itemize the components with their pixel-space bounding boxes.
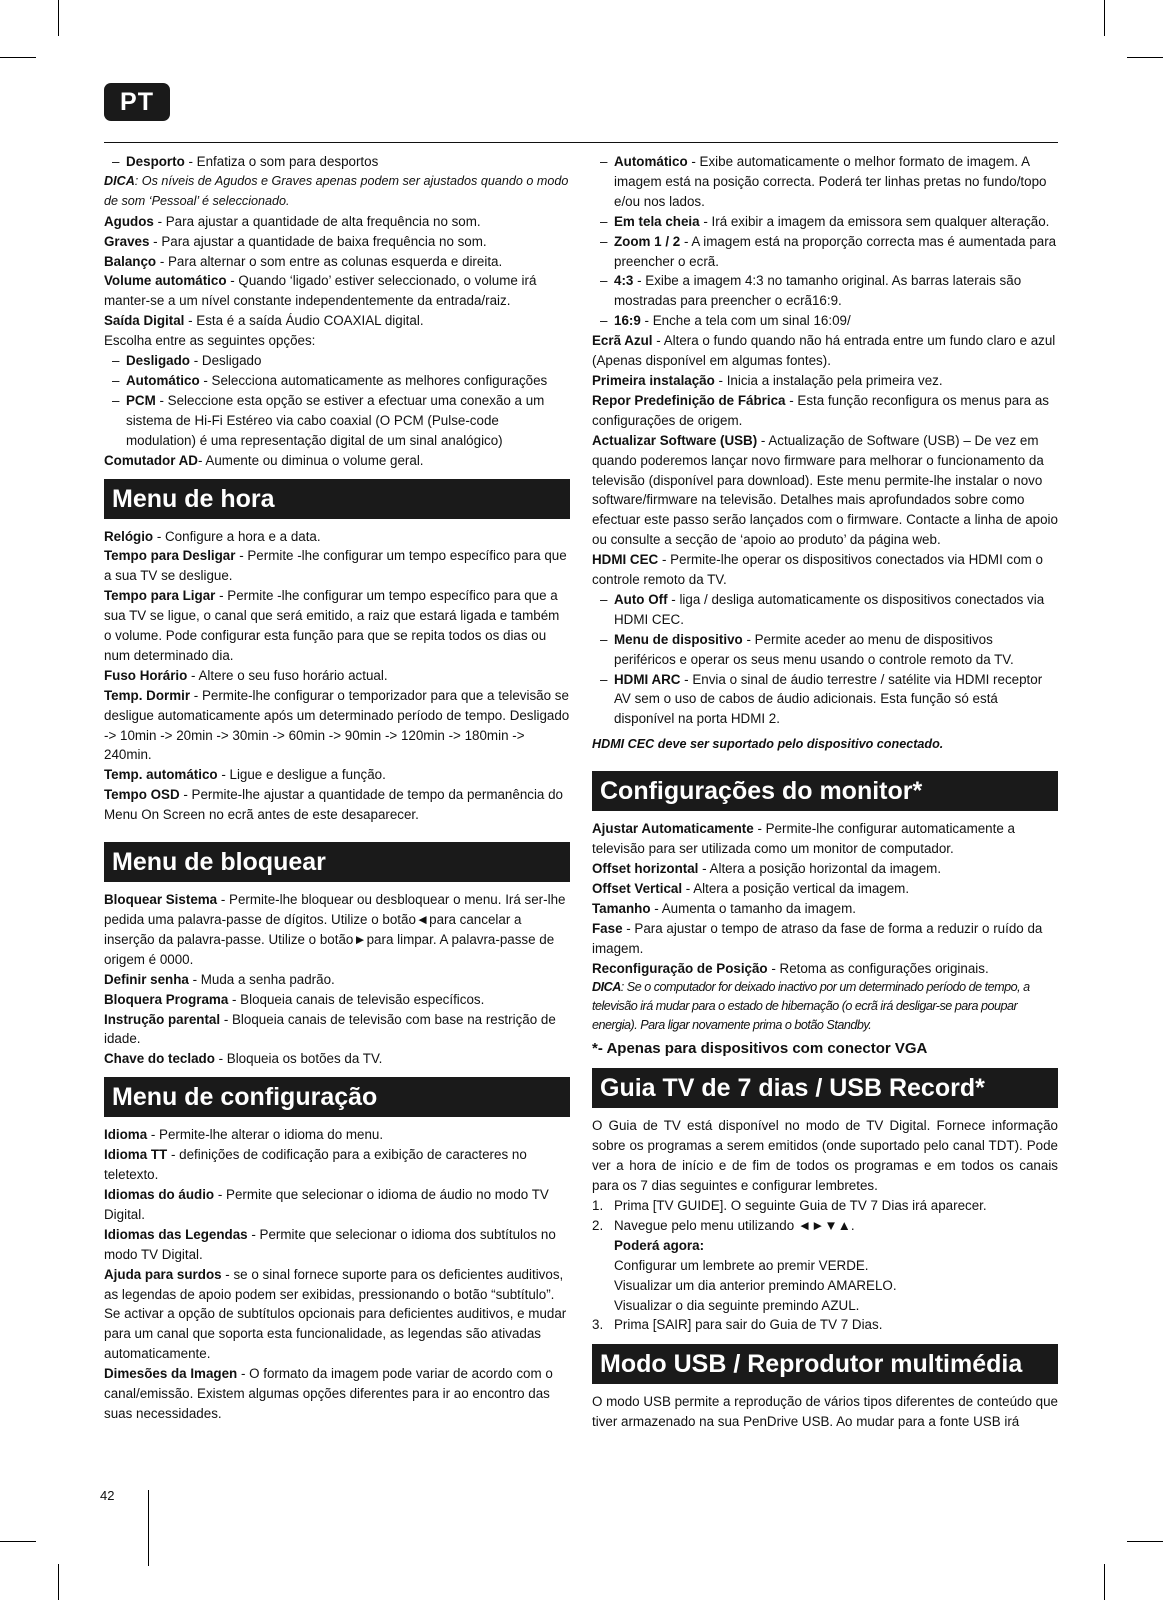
menu-item-description [592,590,1058,630]
menu-item-label: Idiomas das Legendas [104,1226,248,1242]
menu-item-description [104,686,570,766]
menu-item-text: - Permite-lhe configurar o temporizador para que a televisão se desligue automaticamente após um determinado período de tempo. Desligado -> 10min -> 20min -> 30min -> 60min -> 90min -> 120min -> 180min -> 240min. [104,687,570,763]
step-number: 2. [592,1217,604,1233]
menu-item-label: HDMI ARC [614,671,681,687]
menu-item-description [104,890,570,970]
menu-item-label: Definir senha [104,971,189,987]
menu-item-label: DICA [592,980,621,995]
menu-item-description [592,630,1058,670]
menu-item-description [104,546,570,586]
menu-item-description [592,271,1058,311]
menu-item-description [592,212,1058,232]
menu-item-description [104,451,570,471]
menu-item-text: - Aumente ou diminua o volume geral. [197,452,424,468]
menu-item-label: 4:3 [614,273,634,289]
header-rule [104,142,1058,143]
menu-item-description [104,232,570,252]
menu-item-text: - Para ajustar a quantidade de alta frequência no som. [153,213,481,229]
menu-item-text: : Os níveis de Agudos e Graves apenas podem ser ajustados quando o modo de som ‘Pessoal’ é seleccionado. [104,173,569,208]
menu-item-label: Fuso Horário [104,667,188,683]
hdmi-cec-note: HDMI CEC deve ser suportado pelo dispositivo conectado. [592,737,944,752]
monitor-settings-block [592,819,1058,1035]
guia-intro: O Guia de TV está disponível no modo de TV Digital. Fornece informação sobre os programas a serem emitidos (onde suportado pelo canal TDT). Pode ver a hora de início e de fim de todos os programas e em todos os canais para os 7 dias seguintes e configurar lembretes. [592,1118,1058,1194]
tip-text [592,978,1058,1035]
guide-step [592,1196,1058,1216]
menu-item-text: - Permite -lhe configurar um tempo específico para que a sua TV se ligue, o canal que será emitido, a raiz que estará ligada e também o volume. Pode configurar esta função para que se repita todos os dias ou num determinado dia. [104,588,560,663]
menu-item-text: - Seleccione esta opção se estiver a efectuar uma conexão a um sistema de Hi-Fi Estéreo via cabo coaxial (O PCM (Pulse-code modulation) é uma representação digital de um sinal analógico) [126,392,545,448]
menu-item-text: - Enche a tela com um sinal 16:09/ [640,313,851,329]
menu-item-text: - Exibe a imagem 4:3 no tamanho original. As barras laterais são mostradas para preencher o ecrã16:9. [614,273,1022,309]
menu-item-description [104,970,570,990]
menu-item-label: Idiomas do áudio [104,1186,215,1202]
menu-item-description [104,1225,570,1265]
menu-item-label: Offset horizontal [592,861,699,876]
menu-item-description [104,1364,570,1424]
menu-item-label: Graves [104,233,150,249]
menu-item-label: HDMI CEC [592,552,659,568]
step-text: Configurar um lembrete ao premir VERDE. [614,1257,869,1273]
menu-item-label: PCM [126,392,156,408]
crop-mark [58,0,59,36]
menu-item-label: Temp. Dormir [104,687,191,703]
menu-item-description [104,371,570,391]
menu-item-description [592,670,1058,730]
menu-item-text: - Configure a hora e a data. [153,528,321,544]
menu-item-description [592,371,1058,391]
menu-item-description [104,212,570,232]
menu-item-description [104,1185,570,1225]
menu-item-description [104,152,570,172]
menu-item-description [104,1125,570,1145]
menu-item-text: - Permite-lhe operar os dispositivos conectados via HDMI com o controle remoto da TV. [592,552,1043,588]
menu-item-label: Offset Vertical [592,880,683,896]
menu-item-text: - definições de codificação para a exibição de caracteres no teletexto. [104,1147,527,1183]
step-number: 1. [592,1197,604,1213]
menu-item-description [104,785,570,825]
menu-item-label: Bloquear Sistema [104,892,218,908]
menu-item-label: Desligado [126,353,190,369]
menu-item-description [592,232,1058,272]
menu-item-label: Tempo para Ligar [104,588,216,604]
menu-item-label: Dimesões da Imagen [104,1366,238,1382]
menu-item-text: - Bloqueia os botões da TV. [214,1051,383,1067]
step-text: Prima [SAIR] para sair do Guia de TV 7 Dias. [614,1317,883,1333]
menu-item-text: - se o sinal fornece suporte para os deficientes auditivos, as legendas de apoio podem ser exibidas, pressionando o botão “subtítulo”. Se activar a opção de subtítulos opcionais para deficientes auditivos, e mudar para um canal que soporta esta funcionalidade, as legendas são ativadas automaticamente. [104,1266,567,1362]
menu-item-text: - Inicia a instalação pela primeira vez. [714,372,943,388]
menu-item-text: - Irá exibir a imagem da emissora sem qualquer alteração. [699,213,1050,229]
time-menu-block [104,527,570,826]
menu-item-label: Chave do teclado [104,1051,215,1067]
menu-item-label: Ajustar Automaticamente [592,821,754,837]
menu-item-text: - Permite-lhe alterar o idioma do menu. [147,1127,384,1143]
menu-item-label: Idioma [104,1127,148,1143]
crop-mark [1104,1564,1105,1600]
menu-item-description [592,859,1058,879]
menu-item-description [104,351,570,371]
menu-item-label: Tamanho [592,900,651,916]
menu-item-text: : Se o computador for deixado inactivo por um determinado período de tempo, a televisão irá mudar para o estado de hibernação (o ecrã irá desligar-se para poupar energia). Para ligar novamente prima o botão Standby. [592,980,1030,1033]
menu-item-text: - A imagem está na proporção correcta mas é aumentada para preencher o ecrã. [614,233,1057,269]
menu-item-text: - Ligue e desligue a função. [217,767,386,783]
crop-mark [1104,0,1105,36]
menu-item-text: - Actualização de Software (USB) – De vez em quando poderemos lançar novo firmware para melhorar o funcionamento da televisão (disponível para download). Este menu permite-lhe instalar o novo software/firmware na televisão. Detalhes mais aprofundados sobre como efectuar este passo serão lançados com o firmware. Contacte a linha de apoio ou consulte a secção de ‘apoio ao produto’ da página web. [592,432,1058,548]
menu-item-label: Fase [592,920,623,936]
step-text: Poderá agora: [614,1237,705,1253]
language-badge: PT [104,83,170,121]
step-text: Navegue pelo menu utilizando ◄►▼▲. [614,1217,855,1233]
menu-item-text: Escolha entre as seguintes opções: [104,333,316,349]
menu-item-description [104,331,570,351]
crop-mark [0,1541,36,1542]
step-text: Visualizar um dia anterior premindo AMARELO. [614,1277,897,1293]
menu-item-text: - O formato da imagem pode variar de acordo com o canal/emissão. Existem algumas opções diferentes para ir ao encontro das suas necessidades. [104,1366,553,1421]
menu-item-description [104,1049,570,1069]
menu-item-label: Comutador AD [104,452,198,468]
lock-menu-block [104,890,570,1069]
menu-item-description [592,311,1058,331]
menu-item-description [592,919,1058,959]
guide-step [592,1256,1058,1276]
page-number: 42 [100,1488,115,1503]
menu-item-description [104,586,570,666]
section-heading-modo-usb: Modo USB / Reprodutor multimédia [592,1344,1058,1384]
crop-mark [58,1564,59,1600]
menu-item-description [104,311,570,331]
setup-menu-block [104,1125,570,1424]
menu-item-label: Tempo OSD [104,787,180,803]
section-heading-menu-de-hora: Menu de hora [104,479,570,519]
menu-item-text: - Altera a posição vertical da imagem. [682,880,910,896]
usb-intro: O modo USB permite a reprodução de vários tipos diferentes de conteúdo que tiver armazenado na sua PenDrive USB. Ao mudar para a fonte USB irá [592,1394,1058,1430]
menu-item-label: Auto Off [614,591,668,607]
section-heading-configuracoes-monitor: Configurações do monitor* [592,771,1058,811]
menu-item-label: Idioma TT [104,1147,168,1163]
menu-item-text: - Enfatiza o som para desportos [184,154,379,169]
menu-item-label: Automático [126,372,200,388]
step-number: 3. [592,1317,604,1333]
tip-text [104,172,570,212]
menu-item-label: Ajuda para surdos [104,1266,222,1282]
menu-item-text: - Muda a senha padrão. [188,971,335,987]
menu-item-description [592,959,1058,979]
menu-item-text: - Selecciona automaticamente as melhores configurações [199,372,548,388]
menu-item-label: Automático [614,154,688,169]
menu-item-label: Primeira instalação [592,372,715,388]
menu-item-text: - Quando ‘ligado’ estiver seleccionado, o volume irá manter-se a um nível constante independentemente da entrada/raiz. [104,273,537,309]
menu-item-label: Desporto [126,154,185,169]
menu-item-text: - Para ajustar a quantidade de baixa frequência no som. [149,233,487,249]
left-column [104,152,570,1424]
guide-step [592,1236,1058,1256]
menu-item-label: Actualizar Software (USB) [592,432,758,448]
menu-item-text: - Permite-lhe bloquear ou desbloquear o menu. Irá ser-lhe pedida uma palavra-passe de dígitos. Utilize o botão◄para cancelar a inserção da palavra-passe. Utilize o botão►para limpar. A palavra-passe de origem é 0000. [104,892,566,967]
section-heading-menu-de-bloquear: Menu de bloquear [104,842,570,882]
menu-item-label: Volume automático [104,273,227,289]
menu-item-description [104,1265,570,1365]
menu-item-description [104,1145,570,1185]
menu-item-label: Bloquera Programa [104,991,229,1007]
menu-item-description [104,527,570,547]
footer-rule [148,1490,149,1566]
menu-item-description [104,252,570,272]
menu-item-label: Repor Predefinição de Fábrica [592,392,786,408]
section-heading-menu-de-configuracao: Menu de configuração [104,1077,570,1117]
menu-item-description [104,765,570,785]
guide-step [592,1296,1058,1316]
picture-format-block [592,152,1058,729]
menu-item-text: - Permite-lhe ajustar a quantidade de tempo da permanência do Menu On Screen no ecrã antes de este desaparecer. [104,787,563,823]
menu-item-description [592,431,1058,550]
menu-item-text: - Bloqueia canais de televisão com base na restrição de idade. [104,1011,556,1047]
menu-item-text: - Permite -lhe configurar um tempo específico para que a sua TV se desligue. [104,548,567,584]
menu-item-text: - Desligado [190,353,262,369]
menu-item-label: Balanço [104,253,157,269]
menu-item-label: Agudos [104,213,154,229]
menu-item-description [592,899,1058,919]
audio-settings-block [104,152,570,471]
menu-item-text: - Esta é a saída Áudio COAXIAL digital. [184,313,424,329]
menu-item-label: Reconfiguração de Posição [592,960,768,976]
menu-item-text: - Retoma as configurações originais. [767,960,989,976]
menu-item-description [592,152,1058,212]
menu-item-text: - Permite-lhe configurar automaticamente a televisão para ser utilizada como um monitor de computador. [592,821,1015,857]
menu-item-label: Em tela cheia [614,213,700,229]
menu-item-text: - Altera o fundo quando não há entrada entre um fundo claro e azul (Apenas disponível em algumas fontes). [592,333,1056,369]
menu-item-description [104,1010,570,1050]
menu-item-text: - Esta função reconfigura os menus para as configurações de origem. [592,392,1049,428]
guide-step [592,1216,1058,1236]
menu-item-text: - Permite que selecionar o idioma dos subtítulos no modo TV Digital. [104,1226,556,1262]
menu-item-description [104,990,570,1010]
menu-item-text: - Altere o seu fuso horário actual. [187,667,388,683]
menu-item-description [592,550,1058,590]
menu-item-label: DICA [104,173,135,188]
right-column [592,152,1058,1432]
menu-item-text: - Permite que selecionar o idioma de áudio no modo TV Digital. [104,1186,549,1222]
vga-note: *- Apenas para dispositivos com conector VGA [592,1040,928,1058]
crop-mark [0,57,36,58]
menu-item-description [104,391,570,451]
guide-step [592,1276,1058,1296]
menu-item-description [592,331,1058,371]
menu-item-text: - Altera a posição horizontal da imagem. [698,861,942,876]
menu-item-text: - Para ajustar o tempo de atraso da fase de forma a reduzir o ruído da imagem. [592,920,1043,956]
menu-item-text: - Envia o sinal de áudio terrestre / satélite via HDMI receptor AV sem o uso de cabos de áudio adicionais. Esta função só está disponível na porta HDMI 2. [614,671,1043,727]
guide-step [592,1315,1058,1335]
crop-mark [1127,1541,1163,1542]
guia-steps [592,1196,1058,1335]
menu-item-label: Saída Digital [104,313,185,329]
step-text: Visualizar o dia seguinte premindo AZUL. [614,1297,860,1313]
menu-item-label: Menu de dispositivo [614,631,743,647]
menu-item-label: Temp. automático [104,767,218,783]
menu-item-description [104,271,570,311]
menu-item-label: Zoom 1 / 2 [614,233,681,249]
menu-item-label: Ecrã Azul [592,333,653,349]
step-text: Prima [TV GUIDE]. O seguinte Guia de TV 7 Dias irá aparecer. [614,1197,987,1213]
menu-item-text: - Aumenta o tamanho da imagem. [650,900,856,916]
section-heading-guia-tv: Guia TV de 7 dias / USB Record* [592,1068,1058,1108]
menu-item-label: 16:9 [614,313,641,329]
menu-item-description [104,666,570,686]
menu-item-text: - Permite aceder ao menu de dispositivos periféricos e operar os seus menu usando o controle remoto da TV. [614,631,1014,667]
menu-item-label: Relógio [104,528,154,544]
menu-item-text: - Bloqueia canais de televisão específicos. [228,991,485,1007]
menu-item-label: Instrução parental [104,1011,221,1027]
crop-mark [1127,57,1163,58]
menu-item-description [592,391,1058,431]
menu-item-text: - Exibe automaticamente o melhor formato de imagem. A imagem está na posição correcta. Poderá ter linhas pretas no fundo/topo e/ou nos lados. [614,154,1047,209]
menu-item-text: - liga / desliga automaticamente os dispositivos conectados via HDMI CEC. [614,591,1045,627]
menu-item-description [592,819,1058,859]
menu-item-description [592,879,1058,899]
menu-item-label: Tempo para Desligar [104,548,236,564]
menu-item-text: - Para alternar o som entre as colunas esquerda e direita. [156,253,503,269]
